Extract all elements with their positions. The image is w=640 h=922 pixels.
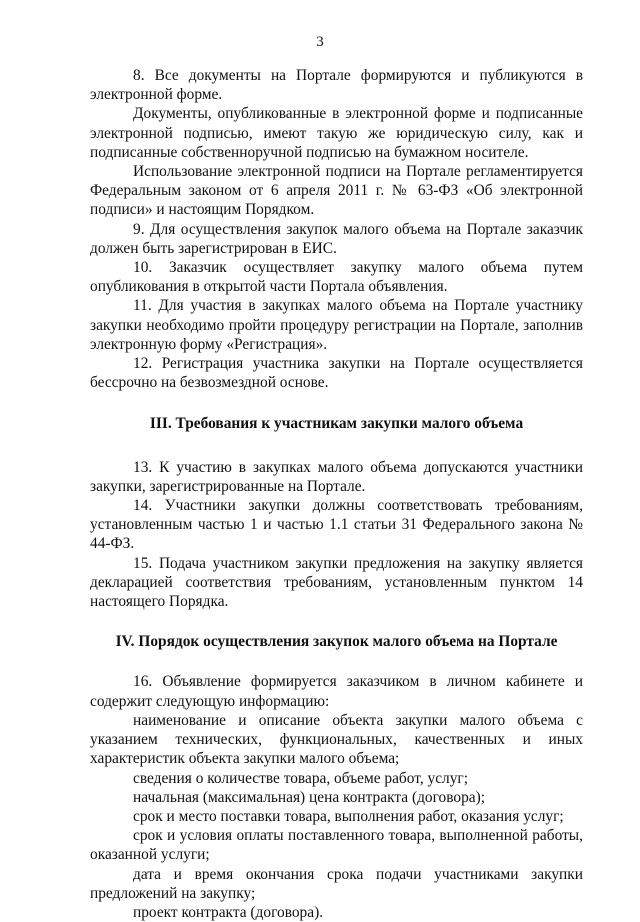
paragraph-13: 13. К участию в закупках малого объема допускаются участники закупки, зарегистрированные на Портале. — [90, 458, 583, 495]
paragraph-11: 11. Для участия в закупках малого объема на Портале участнику закупки необходимо пройти процедуру регистрации на Портале, заполнив электронную форму «Регистрация». — [90, 297, 583, 353]
list-item-payment-terms: срок и условия оплаты поставленного товара, выполненной работы, оказанной услуги; — [90, 827, 583, 864]
paragraph-9: 9. Для осуществления закупок малого объема на Портале заказчик должен быть зарегистрирован в ЕИС. — [90, 220, 583, 257]
paragraph-14: 14. Участники закупки должны соответствовать требованиям, установленным частью 1 и частью 1.1 статьи 31 Федерального закона № 44-ФЗ. — [90, 497, 583, 553]
paragraph-8-law-reference: Использование электронной подписи на Портале регламентируется Федеральным законом от 6 апреля 2011 г. № 63-ФЗ «Об электронной подписи» и настоящим Порядком. — [90, 163, 583, 219]
section-3-heading: III. Требования к участникам закупки малого объема — [149, 415, 524, 433]
list-item-object-description: наименование и описание объекта закупки малого объема с указанием технических, функциональных, качественных и иных характеристик объекта закупки малого объема; — [90, 711, 583, 768]
paragraph-15: 15. Подача участником закупки предложения на закупку является декларацией соответствия требованиям, установленным пунктом 14 настоящего Порядка. — [90, 554, 583, 611]
list-item-initial-price: начальная (максимальная) цена контракта (договора); — [133, 788, 485, 806]
page-number: 3 — [316, 34, 324, 50]
paragraph-16: 16. Объявление формируется заказчиком в личном кабинете и содержит следующую информацию: — [90, 673, 583, 710]
list-item-quantity: сведения о количестве товара, объеме работ, услуг; — [133, 769, 468, 787]
paragraph-8: 8. Все документы на Портале формируются и публикуются в электронной форме. — [90, 67, 583, 104]
paragraph-8-signature-validity: Документы, опубликованные в электронной форме и подписанные электронной подписью, имеют такую же юридическую силу, как и подписанные собственноручной подписью на бумажном носителе. — [90, 105, 583, 161]
list-item-delivery-terms: срок и место поставки товара, выполнения работ, оказания услуг; — [133, 807, 564, 825]
section-4-heading: IV. Порядок осуществления закупок малого объема на Портале — [115, 633, 558, 651]
paragraph-12: 12. Регистрация участника закупки на Портале осуществляется бессрочно на безвозмездной основе. — [90, 355, 583, 392]
list-item-draft-contract: проект контракта (договора). — [133, 903, 324, 921]
document-body — [90, 66, 583, 922]
paragraph-10: 10. Заказчик осуществляет закупку малого объема путем опубликования в открытой части Портала объявления. — [90, 259, 583, 296]
list-item-submission-deadline: дата и время окончания срока подачи участниками закупки предложений на закупку; — [90, 865, 583, 902]
